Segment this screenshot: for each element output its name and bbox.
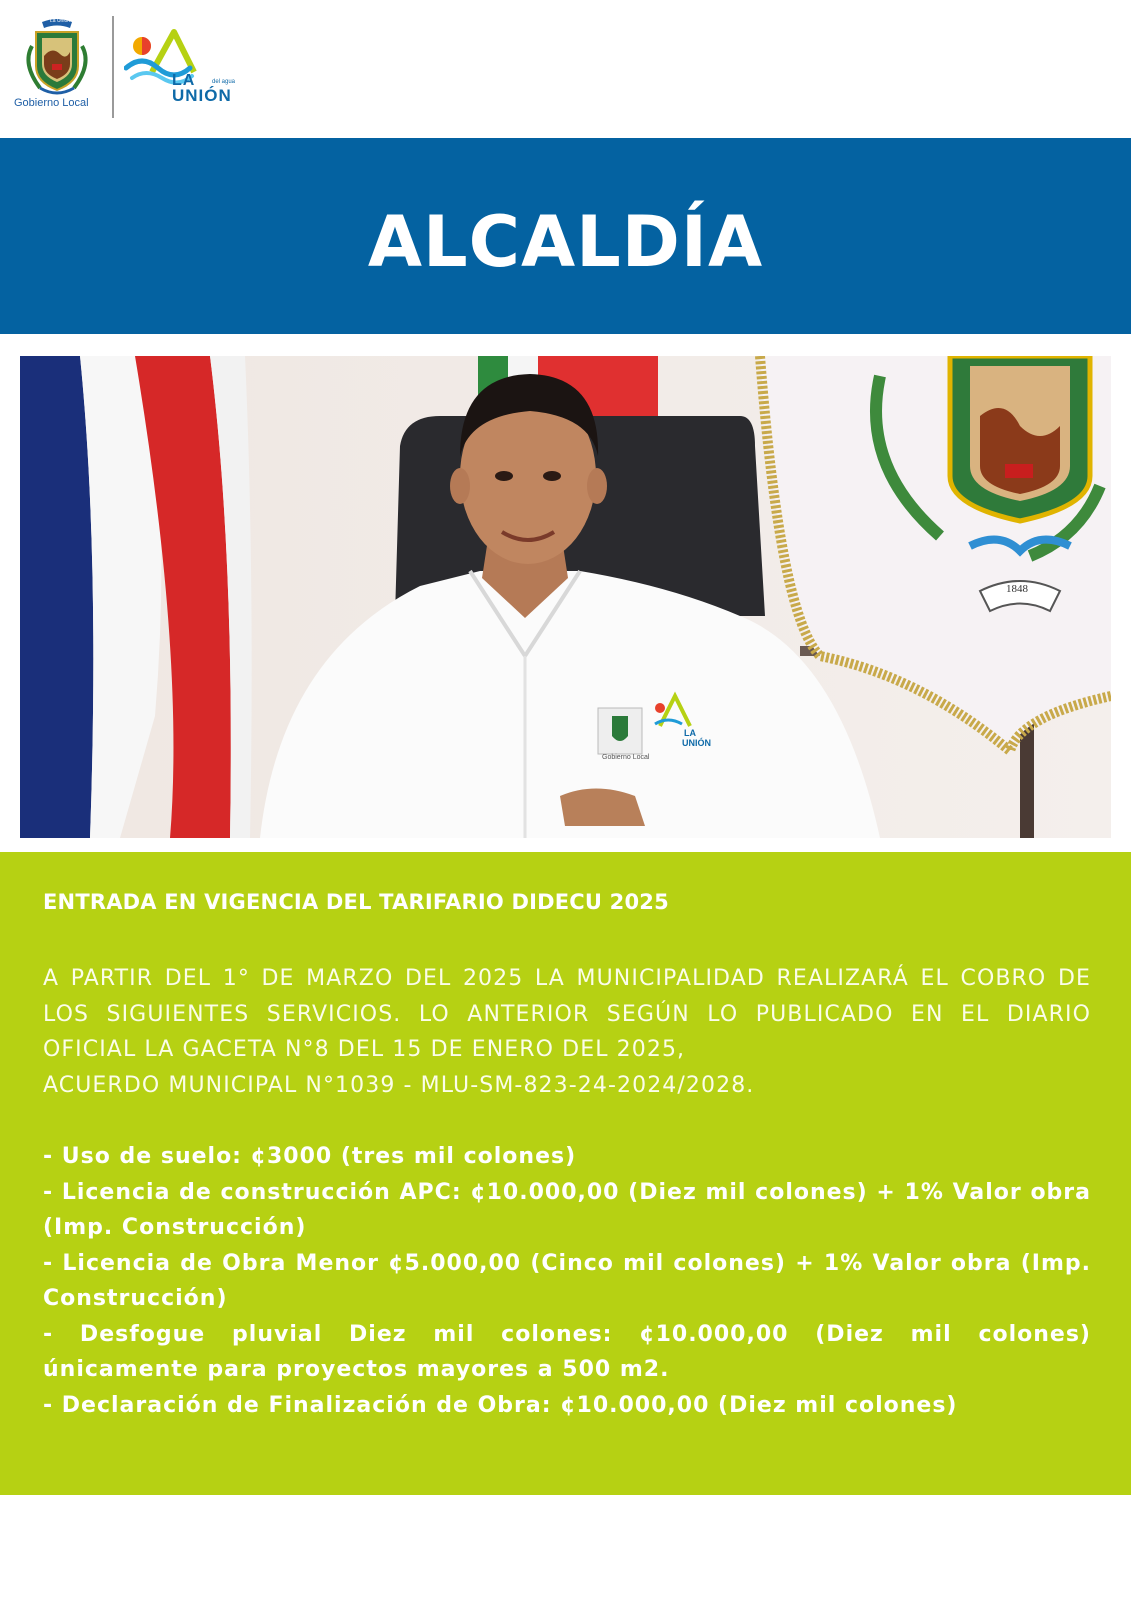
fee-list bbox=[43, 1139, 1091, 1423]
notice-body-paragraph: A PARTIR DEL 1° DE MARZO DEL 2025 LA MUNICIPALIDAD REALIZARÁ EL COBRO DE LOS SIGUIENTES SERVICIOS. LO ANTERIOR SEGÚN LO PUBLICADO EN EL DIARIO OFICIAL LA GACETA N°8 DEL 15 DE ENERO DEL 2025, bbox=[43, 966, 1091, 1062]
notice-body bbox=[43, 961, 1091, 1103]
shirt-brand-la: LA bbox=[684, 728, 696, 738]
mayor-photo bbox=[20, 356, 1111, 838]
fee-item-desfogue-pluvial: - Desfogue pluvial Diez mil colones: ¢10.000,00 (Diez mil colones) únicamente para proyectos mayores a 500 m2. bbox=[43, 1321, 1091, 1382]
brand-text-union: UNIÓN bbox=[172, 86, 232, 105]
fee-item-licencia-construccion: - Licencia de construcción APC: ¢10.000,00 (Diez mil colones) + 1% Valor obra (Imp. Construcción) bbox=[43, 1179, 1091, 1240]
title-band bbox=[0, 138, 1131, 334]
header-logos bbox=[0, 0, 1131, 138]
crest-banner-text: La Unión bbox=[50, 18, 71, 24]
shirt-crest-caption: Gobierno Local bbox=[602, 754, 650, 761]
notice-band bbox=[0, 852, 1131, 1495]
fee-item-finalizacion-obra: - Declaración de Finalización de Obra: ¢10.000,00 (Diez mil colones) bbox=[43, 1392, 958, 1418]
fee-item-uso-de-suelo: - Uso de suelo: ¢3000 (tres mil colones) bbox=[43, 1144, 577, 1169]
brand-text-la: LA bbox=[172, 72, 196, 89]
flag-year-label: 1848 bbox=[1006, 583, 1028, 595]
page-title: ALCALDÍA bbox=[367, 201, 764, 283]
logo-divider bbox=[112, 16, 114, 118]
brand-text-del-agua: del agua bbox=[212, 79, 236, 85]
crest-caption: Gobierno Local bbox=[14, 97, 89, 109]
fee-item-obra-menor: - Licencia de Obra Menor ¢5.000,00 (Cinco mil colones) + 1% Valor obra (Imp. Construcción) bbox=[43, 1250, 1091, 1311]
shirt-brand-union: UNIÓN bbox=[682, 738, 711, 748]
notice-content bbox=[43, 890, 1091, 1423]
notice-body-agreement: ACUERDO MUNICIPAL N°1039 - MLU-SM-823-24-2024/2028. bbox=[43, 1072, 755, 1098]
notice-heading: ENTRADA EN VIGENCIA DEL TARIFARIO DIDECU 2025 bbox=[43, 890, 669, 914]
